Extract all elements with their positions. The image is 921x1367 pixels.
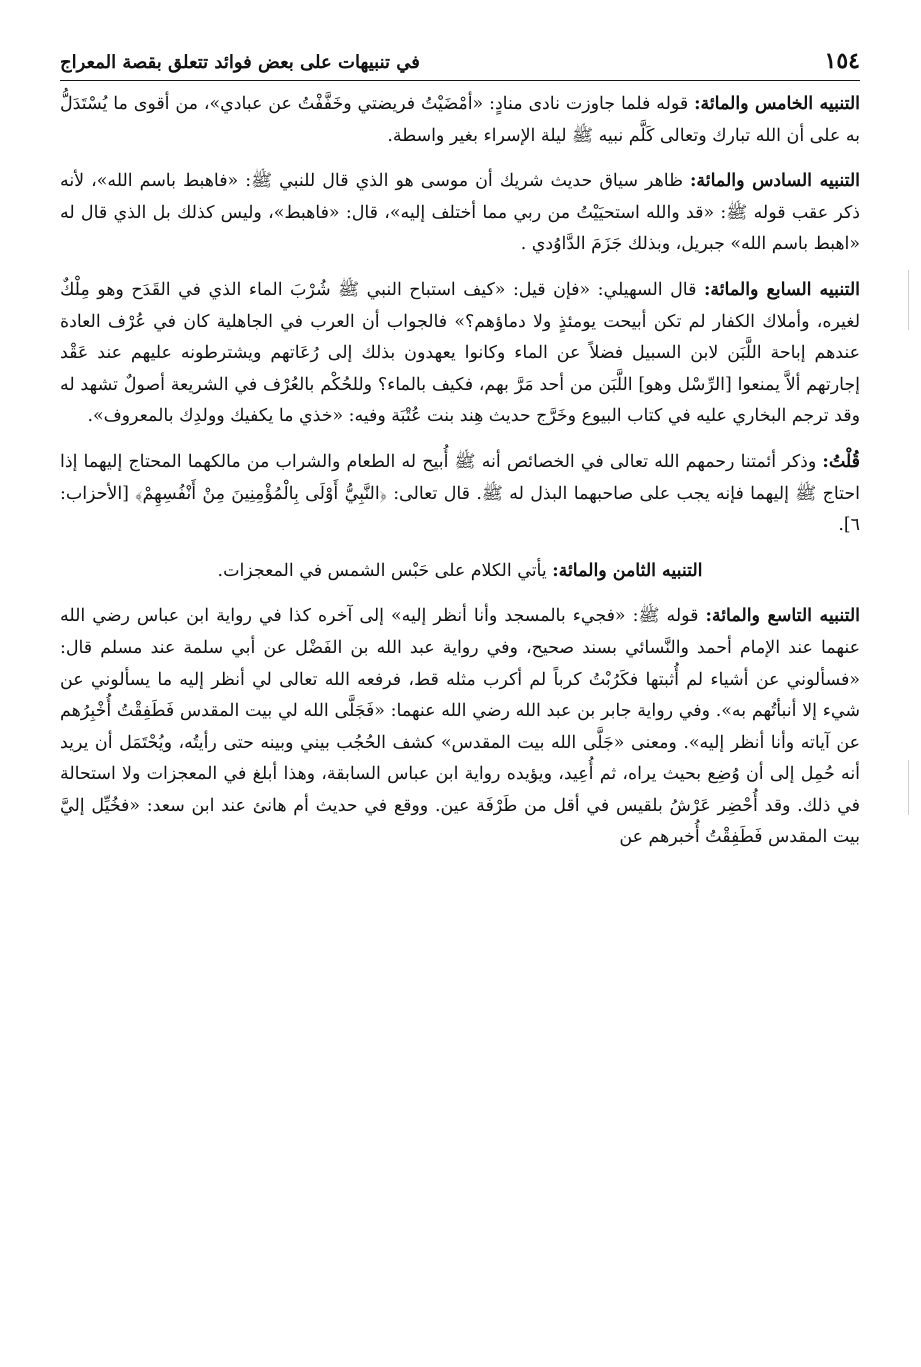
running-header: [60, 42, 860, 81]
margin-mark: [908, 270, 909, 330]
section-heading: التنبيه التاسع والمائة:: [705, 606, 860, 627]
paragraph-108: [60, 556, 860, 588]
section-heading: قُلْتُ:: [822, 451, 860, 472]
page-number: ١٥٤: [824, 48, 860, 74]
paragraph-text: وذكر أئمتنا رحمهم الله تعالى في الخصائص أنه ﷺ أُبيح له الطعام والشراب من مالكهما المحتاج إليهما إذا احتاج ﷺ إليهما فإنه يجب على صاحبهما البذل له ﷺ. قال تعالى: ﴿النَّبِيُّ أَوْلَى بِالْمُؤْمِنِينَ مِنْ أَنْفُسِهِمْ﴾ [الأحزاب: ٦].: [60, 451, 860, 536]
paragraph-107: [60, 275, 860, 433]
section-heading: التنبيه الخامس والمائة:: [694, 94, 860, 114]
paragraph-text: يأتي الكلام على حَبْس الشمس في المعجزات.: [217, 560, 547, 581]
paragraph-109: [60, 601, 860, 854]
paragraph-106: [60, 166, 860, 261]
paragraph-qultu: [60, 447, 860, 542]
section-heading: التنبيه السابع والمائة:: [703, 279, 860, 300]
paragraph-text: ظاهر سياق حديث شريك أن موسى هو الذي قال للنبي ﷺ: «فاهبط باسم الله»، لأنه ذكر عقب قوله ﷺ: «قد والله استحيَيْتُ من ربي مما أختلف إليه»، قال: «فاهبط»، وليس كذلك بل الذي قال له «اهبط باسم الله» جبريل، وبذلك جَزَمَ الدَّاوُدي .: [60, 171, 860, 255]
section-heading: التنبيه السادس والمائة:: [690, 171, 860, 192]
body-text: [60, 81, 860, 854]
paragraph-text: قال السهيلي: «فإن قيل: «كيف استباح النبي ﷺ شُرْبَ الماء الذي في القَدَح وهو مِلْكٌ لغيره، وأملاك الكفار لم تكن أبيحت يومئذٍ ولا دماؤهم؟» فالجواب أن العرب في الجاهلية كان في عُرْف العادة عندهم إباحة اللَّبَن لابن السبيل فضلاً عن الماء وكانوا يعهدون بذلك إلى رُعَاتهم ويشترطونه عليهم عند عَقْد إجارتهم ألاَّ يمنعوا [الرِّسْل وهو] اللَّبَن من أحد مَرَّ بهم، فكيف بالماء؟ وللحُكْم بالعُرْف في الشريعة أصولٌ تشهد له وقد ترجم البخاري عليه في كتاب البيوع وخَرَّج حديث هِند بنت عُتْبَة وفيه: «خذي ما يكفيك وولدِك بالمعروف».: [60, 279, 860, 427]
margin-mark: [908, 760, 909, 815]
running-title: في تنبيهات على بعض فوائد تتعلق بقصة المعراج: [60, 52, 420, 73]
paragraph-105: [60, 89, 860, 152]
book-page: [60, 42, 860, 1342]
paragraph-text: قوله ﷺ: «فجيء بالمسجد وأنا أنظر إليه» إلى آخره كذا في رواية ابن عباس رضي الله عنهما عند الإمام أحمد والنَّسائي بسند صحيح، وفي رواية عبد الله بن الفَضْل عن أبي سلمة عند مسلم قال: «فسألوني عن أشياء لم أُثبتها فكَرُبْتُ كرباً لم أكرب مثله قط، فرفعه الله تعالى لي أنظر إليه ما يسألوني عن شيء إلا أنبأتُهم به». وفي رواية جابر بن عبد الله رضي الله عنهما: «فَجَلَّى الله لي بيت المقدس فَطَفِقْتُ أُخْبِرُهم عن آياته وأنا أنظر إليه». ومعنى «جَلَّى الله بيت المقدس» كشف الحُجُب بيني وبينه حتى رأيتُه، ويُحْتَمَل أن يريد أنه حُمِل إلى أن وُضِع بحيث يراه، ثم أُعِيد، ويؤيده رواية ابن عباس السابقة، وهذا أبلغ في المعجزات ولا استحالة في ذلك. وقد أُحْضِر عَرْشُ بلقيس في أقل من طَرْفَة عين. ووقع في حديث أم هانئ عند ابن سعد: «فخُيِّل إليَّ بيت المقدس فَطَفِقْتُ أُخبرهم عن: [60, 606, 860, 848]
section-heading: التنبيه الثامن والمائة:: [552, 560, 703, 581]
paragraph-text: قوله فلما جاوزت نادى منادٍ: «أمْضَيْتُ فريضتي وخَفَّفْتُ عن عبادي»، من أقوى ما يُسْتَدَلُّ به على أن الله تبارك وتعالى كَلَّم نبيه ﷺ ليلة الإسراء بغير واسطة.: [60, 94, 860, 146]
